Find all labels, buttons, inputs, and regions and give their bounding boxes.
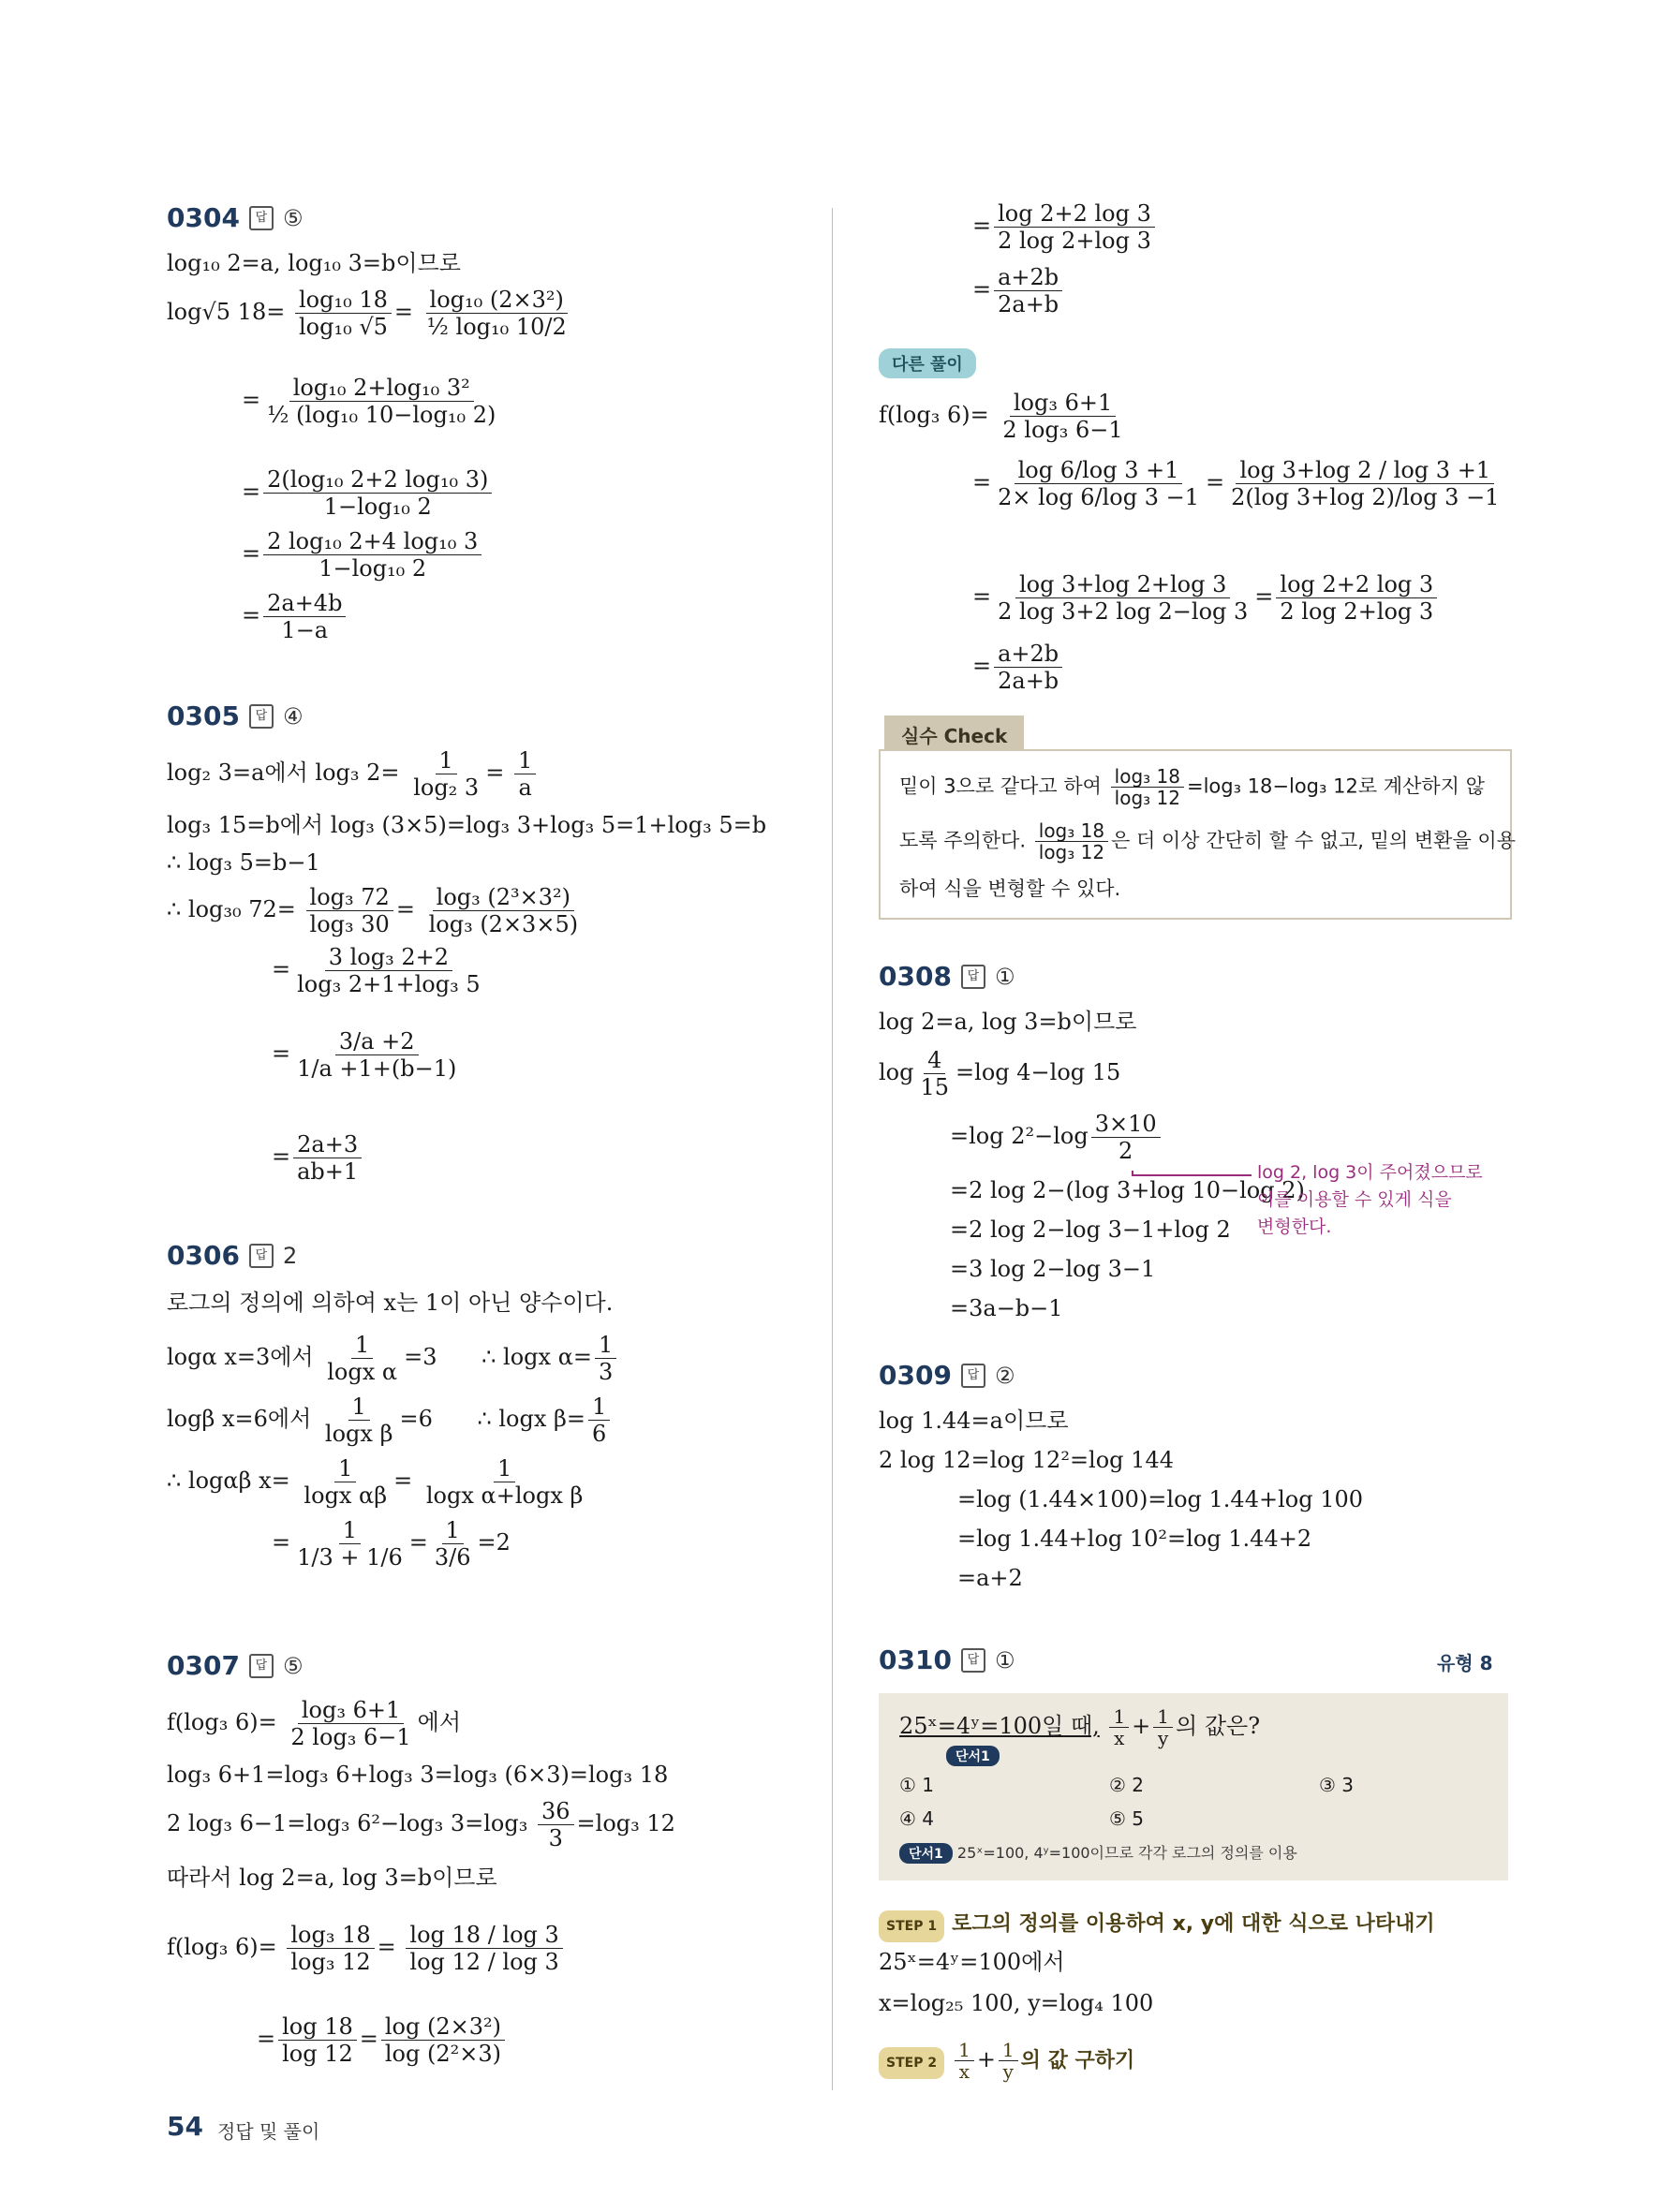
denominator: log₃ 12	[1114, 787, 1180, 809]
denominator: 3	[599, 1359, 614, 1385]
fraction	[293, 1517, 407, 1571]
text-line: log₃ 15=b에서 log₃ (3×5)=log₃ 3+log₃ 5=1+log₃ 5=b	[167, 812, 767, 838]
equation-line	[167, 1697, 461, 1750]
hint-badge-label: 단서1	[946, 1746, 1000, 1766]
numerator: log₃ 72	[306, 884, 393, 911]
fraction	[263, 590, 346, 643]
equation-line: log₂ 3=a에서 log₃ 2= $\frac{1}{\text{log₂ 3}}$ = $\frac{1}{a}$	[167, 747, 539, 801]
column-divider	[832, 208, 833, 2090]
answer-icon: 답	[961, 1364, 985, 1388]
denominator: 1−a	[281, 617, 329, 643]
fraction	[994, 571, 1252, 625]
numerator: log 18	[278, 2013, 357, 2041]
denominator: 2 log 2+log 3	[998, 228, 1151, 254]
numerator: 1	[999, 2040, 1018, 2061]
fraction	[423, 287, 570, 340]
equation-line: = $\frac{3/a +2}{1/a +1+(b-1)}$	[272, 1028, 463, 1082]
numerator: 1	[442, 1517, 464, 1544]
denominator: log₃ (2×3×5)	[428, 911, 579, 937]
eq-text: logα x=3에서	[167, 1344, 314, 1370]
eq-text: =6	[399, 1406, 433, 1432]
equation-line: =log (1.44×100)=log 1.44+log 100	[957, 1486, 1364, 1512]
note-line: log 2, log 3이 주어졌으므로	[1257, 1162, 1483, 1183]
equation-line: =2 log 2−(log 3+log 10−log 2)	[950, 1177, 1305, 1203]
denominator: 1−log₁₀ 2	[318, 555, 427, 582]
option-5: ⑤ 5	[1109, 1807, 1145, 1830]
problem-0308-header	[879, 961, 1015, 992]
denominator: ½ log₁₀ 10/2	[426, 314, 567, 340]
equation-line: =a+2	[957, 1565, 1023, 1591]
fraction	[300, 1455, 391, 1509]
equation-line: =3a−b−1	[950, 1295, 1063, 1321]
denominator: log₂ 3	[413, 774, 480, 801]
eq-text: =log₃ 12	[576, 1810, 675, 1836]
denominator: log₃ 30	[309, 911, 390, 937]
answer-value: ①	[994, 963, 1015, 990]
fraction	[406, 1922, 562, 1975]
mistake-check-label: 실수 Check	[884, 715, 1024, 754]
numerator: 2a+4b	[263, 590, 346, 617]
numerator: 1	[1109, 1706, 1129, 1728]
answer-value: ②	[994, 1362, 1015, 1389]
equation-line: x=log₂₅ 100, y=log₄ 100	[879, 1990, 1154, 2016]
denominator: y	[1002, 2060, 1014, 2083]
numerator: log₃ (2³×3²)	[433, 884, 574, 911]
denominator: log₃ 2+1+log₃ 5	[297, 971, 481, 997]
answer-value: ①	[994, 1646, 1015, 1674]
numerator: 1	[1153, 1706, 1173, 1728]
check-text: 밑이 3으로 같다고 하여	[899, 774, 1102, 798]
equation-line: = $\frac{a+2b}{2a+b}$	[972, 641, 1065, 694]
check-text-line: 하여 식을 변형할 수 있다.	[899, 877, 1121, 900]
question-line: 25ˣ=4ʸ=100일 때, $\frac{1}{x}$ + $\frac{1}{y}$ 의 값은?	[899, 1705, 1261, 1749]
eq-lhs: log√5 18=	[167, 299, 286, 325]
hint-badge-label: 단서1	[899, 1843, 953, 1864]
numerator: 1	[955, 2040, 974, 2061]
denominator: 3	[548, 1825, 563, 1851]
step1-heading	[879, 1909, 1435, 1942]
check-text: 도록 주의한다.	[899, 829, 1027, 852]
eq-text: 에서	[417, 1709, 462, 1735]
denominator: logx β	[324, 1421, 393, 1447]
eq-text: =log 4−log 15	[955, 1059, 1121, 1085]
numerator: 1	[348, 1394, 370, 1421]
equation-line: = $\frac{\text{2(log₁₀ 2+2 log₁₀ 3)}}{\text{1−log₁₀ 2}}$	[242, 466, 495, 520]
fraction	[431, 1517, 475, 1571]
note-line: 변형한다.	[1257, 1217, 1332, 1237]
problem-number: 0304	[167, 202, 240, 233]
step-badge: STEP 2	[879, 2047, 944, 2079]
eq-text: =3	[404, 1344, 437, 1370]
numerator: 1	[334, 1455, 356, 1482]
numerator: log (2×3²)	[381, 2013, 505, 2041]
fraction	[409, 747, 482, 801]
fraction	[999, 390, 1126, 443]
equation-line: = $\frac{\text{3 log₃ 2+2}}{\text{log₃ 2+1+log₃ 5}}$	[272, 944, 487, 997]
equation-line: = $\frac{\log 3+\log 2+\log 3}{2 \log 3+2 \log 2-\log 3}$ = $\frac{\log 2+2 \log 3}{2 \log 2+\log 3}$	[972, 571, 1440, 625]
equation-line: ∴ logαβ x= $\frac{1}{\text{logx αβ}}$ = $\frac{1}{\text{logx α+logx β}}$	[167, 1455, 589, 1509]
fraction	[1111, 766, 1184, 808]
denominator: log 12 / log 3	[409, 1949, 559, 1975]
step-title: 의 값 구하기	[1020, 2049, 1135, 2072]
equation-line: = $\frac{\log 2+2 \log 3}{2 \log 2+\log 3}$	[972, 200, 1158, 254]
eq-text: f(log₃ 6)=	[167, 1709, 277, 1735]
problem-0309-header	[879, 1360, 1015, 1391]
equation-line: =3 log 2−log 3−1	[950, 1256, 1156, 1282]
fraction	[295, 287, 392, 340]
denominator: y	[1157, 1727, 1169, 1749]
text-line: 따라서 log 2=a, log 3=b이므로	[167, 1865, 497, 1891]
fraction	[425, 884, 583, 937]
denominator: log₁₀ √5	[298, 314, 388, 340]
fraction	[1109, 1706, 1129, 1748]
numerator: log 6/log 3 +1	[1015, 457, 1183, 484]
eq-text: f(log₃ 6)=	[879, 402, 989, 428]
page-footer-label: 정답 및 풀이	[217, 2120, 320, 2143]
answer-icon: 답	[249, 704, 274, 729]
denominator: 2 log₃ 6−1	[290, 1724, 411, 1750]
fraction	[287, 1697, 414, 1750]
equation-line: = $\frac{2a+4b}{1-a}$	[242, 590, 348, 643]
fraction	[1276, 571, 1437, 625]
numerator: 1	[595, 1332, 616, 1359]
equation-line: 2 log 12=log 12²=log 144	[879, 1447, 1174, 1473]
question-text: 25ˣ=4ʸ=100일 때,	[899, 1713, 1100, 1739]
hint-text: 25ˣ=100, 4ʸ=100이므로 각각 로그의 정의를 이용	[956, 1844, 1297, 1862]
numerator: log₃ 6+1	[298, 1697, 404, 1724]
fraction	[293, 1028, 460, 1082]
fraction	[1035, 820, 1108, 863]
equation-line: = $\frac{1}{1/3 + 1/6}$ = $\frac{1}{3/6}$ =2	[272, 1517, 511, 1571]
denominator: a	[518, 774, 532, 801]
fraction	[263, 375, 499, 428]
option-1: ① 1	[899, 1774, 935, 1796]
eq-text: log₂ 3=a에서 log₃ 2=	[167, 759, 400, 786]
eq-text: f(log₃ 6)=	[167, 1934, 277, 1960]
text-line: ∴ log₃ 5=b−1	[167, 849, 320, 876]
fraction	[1153, 1706, 1173, 1748]
equation-line	[950, 1111, 1163, 1164]
option-3: ③ 3	[1319, 1774, 1355, 1796]
numerator: 1	[514, 747, 536, 774]
check-text-line	[899, 766, 1485, 808]
fraction	[263, 466, 492, 520]
numerator: log₁₀ (2×3²)	[426, 287, 568, 314]
problem-number: 0308	[879, 961, 952, 992]
denominator: ab+1	[297, 1158, 359, 1185]
check-text-line	[899, 820, 1516, 863]
answer-value: ⑤	[282, 204, 304, 231]
equation-line	[167, 1798, 675, 1851]
equation-line: =log 1.44+log 10²=log 1.44+2	[957, 1526, 1312, 1552]
problem-number: 0310	[879, 1644, 952, 1675]
answer-icon: 답	[249, 1244, 274, 1268]
denominator: 2 log₃ 6−1	[1002, 417, 1123, 443]
denominator: logx α+logx β	[425, 1482, 584, 1509]
note-line: 이를 이용할 수 있게 식을	[1257, 1189, 1452, 1210]
eq-text: log	[879, 1059, 914, 1085]
hint-badge	[946, 1746, 1000, 1766]
denominator: 1/3 + 1/6	[297, 1544, 403, 1571]
eq-text: logβ x=6에서	[167, 1406, 312, 1432]
numerator: log₁₀ 18	[295, 287, 392, 314]
numerator: 3 log₃ 2+2	[325, 944, 452, 971]
denominator: 2× log 6/log 3 −1	[998, 484, 1199, 510]
numerator: log 2+2 log 3	[994, 200, 1155, 228]
denominator: logx α	[327, 1359, 398, 1385]
fraction	[306, 884, 393, 937]
numerator: log 2+2 log 3	[1276, 571, 1437, 598]
fraction	[381, 2013, 505, 2067]
equation-line: = $\frac{\log 18}{\log 12}$ = $\frac{\text{log (2×3²)}}{\text{log (2²×3)}}$	[257, 2013, 508, 2067]
denominator: 2 log 2+log 3	[1280, 598, 1434, 625]
problem-number: 0305	[167, 700, 240, 731]
option-2: ② 2	[1109, 1774, 1145, 1796]
alt-solution-tag: 다른 풀이	[879, 348, 976, 378]
numerator: 3×10	[1091, 1111, 1161, 1138]
denominator: ½ (log₁₀ 10−log₁₀ 2)	[267, 402, 496, 428]
numerator: 2a+3	[293, 1131, 362, 1158]
denominator: 2	[1118, 1138, 1133, 1164]
denominator: 2a+b	[998, 668, 1059, 694]
equation-line: f(log₃ 6)= $\frac{\text{log₃ 18}}{\text{log₃ 12}}$ = $\frac{\log 18 / \log 3}{\log 12 / \log 3}$	[167, 1922, 566, 1975]
equation-line	[879, 1047, 1120, 1100]
answer-icon: 답	[249, 1654, 274, 1678]
eq-text: =2	[477, 1529, 511, 1556]
fraction	[994, 641, 1062, 694]
denominator: 6	[592, 1421, 607, 1447]
problem-number: 0306	[167, 1240, 240, 1271]
text-line: log 2=a, log 3=b이므로	[879, 1009, 1137, 1035]
answer-icon: 답	[961, 965, 985, 989]
annotation-arrow	[1132, 1174, 1252, 1176]
numerator: a+2b	[994, 641, 1062, 668]
answer-value: ④	[282, 702, 304, 730]
fraction	[422, 1455, 587, 1509]
fraction	[595, 1332, 616, 1385]
equation-line	[167, 1332, 619, 1385]
left-column	[167, 0, 822, 2212]
check-text: 은 더 이상 간단히 할 수 없고, 밑의 변환을 이용	[1111, 829, 1516, 852]
fraction	[994, 457, 1203, 510]
eq-text: ∴ logαβ x=	[167, 1467, 290, 1494]
denominator: log 12	[282, 2041, 353, 2067]
problem-number: 0307	[167, 1650, 240, 1681]
problem-0306-header	[167, 1240, 297, 1271]
step2-heading: STEP 2 $\frac{1}{x}$ + $\frac{1}{y}$ 의 값 구하기	[879, 2040, 1134, 2082]
eq-text: ∴ logx α=	[481, 1344, 593, 1370]
equation-line: = $\frac{\text{2 log₁₀ 2+4 log₁₀ 3}}{\text{1−log₁₀ 2}}$	[242, 528, 484, 582]
problem-0305-header	[167, 700, 303, 731]
question-text: 의 값은?	[1176, 1713, 1261, 1739]
fraction	[321, 1394, 397, 1447]
equation-line: log√5 18= $\frac{\text{log₁₀ 18}}{\text{log₁₀ √5}}$ = $\frac{\text{log₁₀ (2×3²)}}{\text{½ log₁₀ 10/2}}$	[167, 287, 573, 340]
annotation-note	[1257, 1159, 1483, 1241]
problem-0307-header	[167, 1650, 303, 1681]
text-line: 로그의 정의에 의하여 x는 1이 아닌 양수이다.	[167, 1290, 614, 1316]
eq-text: ∴ log₃₀ 72=	[167, 896, 296, 922]
equation-line	[879, 390, 1130, 443]
eq-text: =log 2²−log	[950, 1123, 1089, 1149]
denominator: 2(log 3+log 2)/log 3 −1	[1231, 484, 1500, 510]
fraction	[994, 264, 1062, 317]
fraction	[263, 528, 481, 582]
fraction	[514, 747, 536, 801]
answer-icon: 답	[249, 206, 274, 230]
denominator: log₃ 12	[1038, 841, 1105, 863]
numerator: 2(log₁₀ 2+2 log₁₀ 3)	[263, 466, 492, 494]
denominator: 3/6	[434, 1544, 471, 1571]
fraction	[293, 1131, 362, 1185]
numerator: 3/a +2	[335, 1028, 419, 1055]
numerator: 4	[924, 1047, 945, 1074]
fraction	[323, 1332, 401, 1385]
denominator: 1−log₁₀ 2	[323, 494, 432, 520]
numerator: log₃ 6+1	[1010, 390, 1116, 417]
fraction	[287, 1922, 374, 1975]
equation-line: =2 log 2−log 3−1+log 2	[950, 1217, 1231, 1243]
problem-type-tag: 유형 8	[1437, 1652, 1493, 1674]
denominator: 2a+b	[998, 291, 1059, 317]
page-number: 54	[167, 2111, 203, 2142]
hint-line	[899, 1841, 1297, 1864]
right-column	[879, 0, 1516, 2212]
problem-0310-header	[879, 1644, 1015, 1675]
fraction	[999, 2040, 1018, 2082]
numerator: 1	[436, 747, 457, 774]
answer-icon: 답	[961, 1648, 985, 1673]
denominator: 15	[920, 1074, 950, 1100]
fraction	[994, 200, 1155, 254]
equation-line: = $\frac{2a+3}{ab+1}$	[272, 1131, 364, 1185]
equation-line: = $\frac{\log 6/\log 3 +1}{2\times \log 6/\log 3 -1}$ = $\frac{\log 3+\log 2 / \log 3 +1}{2(\log 3+\log 2)/\log 3 -1}$	[972, 457, 1505, 510]
answer-value: ⑤	[282, 1652, 304, 1679]
denominator: logx αβ	[304, 1482, 388, 1509]
numerator: log₃ 18	[287, 1922, 374, 1949]
numerator: log 18 / log 3	[406, 1922, 562, 1949]
numerator: a+2b	[994, 264, 1062, 291]
denominator: 2 log 3+2 log 2−log 3	[998, 598, 1249, 625]
problem-0304-header	[167, 202, 303, 233]
numerator: log 3+log 2+log 3	[1015, 571, 1230, 598]
text-line: log 1.44=a이므로	[879, 1408, 1069, 1434]
check-text: =log₃ 18−log₃ 12로 계산하지 않	[1186, 774, 1485, 798]
fraction	[588, 1394, 610, 1447]
numerator: 36	[538, 1798, 574, 1825]
step-title: 로그의 정의를 이용하여 x, y에 대한 식으로 나타내기	[952, 1912, 1435, 1936]
equation-line: = $\frac{a+2b}{2a+b}$	[972, 264, 1065, 317]
denominator: 1/a +1+(b−1)	[297, 1055, 457, 1082]
denominator: log₃ 12	[290, 1949, 371, 1975]
step-badge: STEP 1	[879, 1910, 944, 1942]
equation-line: = $\frac{\text{log₁₀ 2+log₁₀ 3²}}{\text{½ (log₁₀ 10−log₁₀ 2)}}$	[242, 375, 502, 428]
eq-text: 2 log₃ 6−1=log₃ 6²−log₃ 3=log₃	[167, 1810, 528, 1836]
numerator: 1	[494, 1455, 515, 1482]
fraction	[538, 1798, 574, 1851]
numerator: log₁₀ 2+log₁₀ 3²	[289, 375, 474, 402]
numerator: log₃ 18	[1111, 766, 1184, 788]
numerator: 1	[351, 1332, 373, 1359]
denominator: x	[1114, 1727, 1125, 1749]
fraction	[1091, 1111, 1161, 1164]
text-line: log₃ 6+1=log₃ 6+log₃ 3=log₃ (6×3)=log₃ 18	[167, 1762, 669, 1788]
equation-line	[167, 1394, 613, 1447]
eq-text: ∴ logx β=	[477, 1406, 586, 1432]
denominator: log (2²×3)	[384, 2041, 501, 2067]
text-line: 25ˣ=4ʸ=100에서	[879, 1949, 1065, 1975]
fraction	[293, 944, 484, 997]
numerator: 1	[339, 1517, 361, 1544]
text-line: log₁₀ 2=a, log₁₀ 3=b이므로	[167, 250, 461, 276]
equation-line: ∴ log₃₀ 72= $\frac{\text{log₃ 72}}{\text{log₃ 30}}$ = $\frac{\text{log₃ (2³×3²)}}{\text{log₃ (2×3×5)}}$	[167, 884, 585, 937]
answer-value: 2	[282, 1242, 298, 1269]
problem-number: 0309	[879, 1360, 952, 1391]
fraction	[1227, 457, 1503, 510]
numerator: log₃ 18	[1035, 820, 1108, 842]
fraction	[278, 2013, 357, 2067]
denominator: x	[958, 2060, 970, 2083]
numerator: 1	[588, 1394, 610, 1421]
option-4: ④ 4	[899, 1807, 935, 1830]
fraction	[917, 1047, 954, 1100]
numerator: log 3+log 2 / log 3 +1	[1236, 457, 1494, 484]
fraction	[955, 2040, 974, 2082]
numerator: 2 log₁₀ 2+4 log₁₀ 3	[263, 528, 481, 555]
